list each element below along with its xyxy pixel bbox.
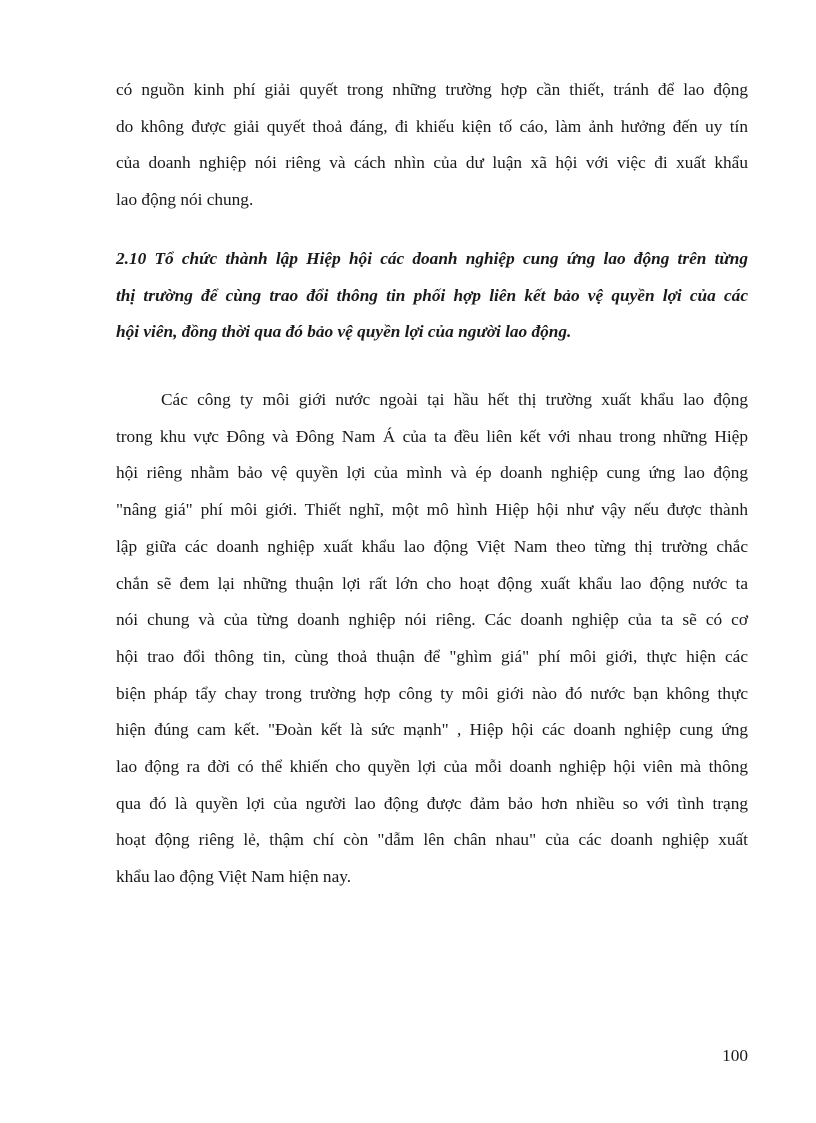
text-line: của doanh nghiệp nói riêng và cách nhìn của dư luận xã hội với việc đi xuất khẩu: [116, 153, 748, 173]
section-heading: [116, 241, 748, 351]
text-line: biện pháp tẩy chay trong trường hợp công ty môi giới nào đó nước bạn không thực: [116, 683, 748, 703]
text-line: hội riêng nhằm bảo vệ quyền lợi của mình và ép doanh nghiệp cung ứng lao động: [116, 463, 748, 483]
body-paragraph: [116, 382, 748, 896]
text-line: Các công ty môi giới nước ngoài tại hầu hết thị trường xuất khẩu lao động: [161, 390, 748, 409]
text-line: lập giữa các doanh nghiệp xuất khẩu lao động Việt Nam theo từng thị trường chắc: [116, 536, 748, 556]
text-line: nói chung và của từng doanh nghiệp nói riêng. Các doanh nghiệp của ta sẽ có cơ: [116, 610, 748, 630]
text-line: hoạt động riêng lẻ, thậm chí còn "dẫm lên chân nhau" của các doanh nghiệp xuất: [116, 830, 748, 850]
text-line: lao động nói chung.: [116, 190, 254, 210]
heading-line: 2.10 Tổ chức thành lập Hiệp hội các doanh nghiệp cung ứng lao động trên từng: [116, 249, 748, 268]
page-number: 100: [722, 1046, 748, 1065]
text-line: trong khu vực Đông và Đông Nam Á của ta đều liên kết với nhau trong những Hiệp: [116, 426, 748, 446]
heading-line: hội viên, đồng thời qua đó bảo vệ quyền lợi của người lao động.: [116, 322, 572, 342]
text-line: do không được giải quyết thoả đáng, đi khiếu kiện tố cáo, làm ảnh hưởng đến uy tín: [116, 116, 748, 136]
text-line: hiện đúng cam kết. "Đoàn kết là sức mạnh" , Hiệp hội các doanh nghiệp cung ứng: [116, 720, 748, 740]
body-paragraph-continued: [116, 72, 748, 219]
text-line: khẩu lao động Việt Nam hiện nay.: [116, 867, 352, 887]
heading-line: thị trường để cùng trao đổi thông tin phối hợp liên kết bảo vệ quyền lợi của các: [116, 285, 748, 305]
text-line: có nguồn kinh phí giải quyết trong những trường hợp cần thiết, tránh để lao động: [116, 80, 748, 99]
text-line: "nâng giá" phí môi giới. Thiết nghĩ, một mô hình Hiệp hội như vậy nếu được thành: [116, 500, 748, 520]
text-line: chắn sẽ đem lại những thuận lợi rất lớn cho hoạt động xuất khẩu lao động nước ta: [116, 573, 748, 593]
text-line: lao động ra đời có thể khiến cho quyền lợi của mỗi doanh nghiệp hội viên mà thông: [116, 757, 748, 777]
text-line: hội trao đổi thông tin, cùng thoả thuận để "ghìm giá" phí môi giới, thực hiện các: [116, 646, 748, 666]
text-line: qua đó là quyền lợi của người lao động được đảm bảo hơn nhiều so với tình trạng: [116, 793, 748, 813]
